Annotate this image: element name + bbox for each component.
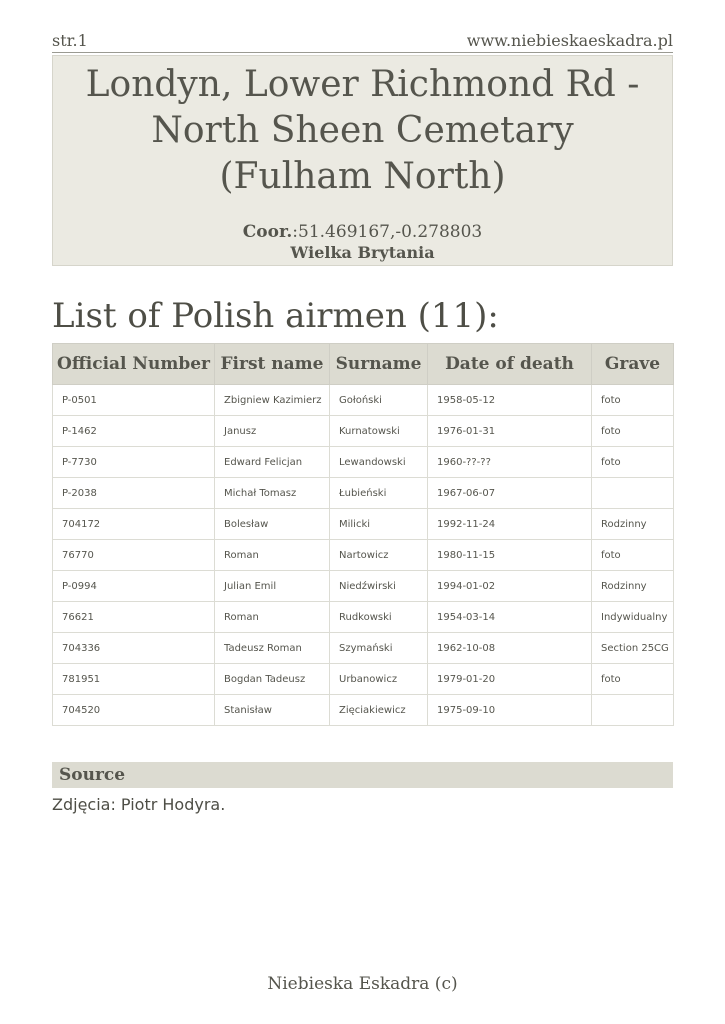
table-cell: 1980-11-15 xyxy=(428,540,592,571)
table-cell: 1994-01-02 xyxy=(428,571,592,602)
table-cell: 1954-03-14 xyxy=(428,602,592,633)
table-cell: Zięciakiewicz xyxy=(330,695,428,726)
table-cell: Julian Emil xyxy=(215,571,330,602)
table-cell: Indywidualny xyxy=(592,602,674,633)
column-header: First name xyxy=(215,344,330,385)
table-cell: foto xyxy=(592,540,674,571)
table-cell: foto xyxy=(592,416,674,447)
coordinates xyxy=(53,222,672,242)
table-cell: Michał Tomasz xyxy=(215,478,330,509)
table-row xyxy=(53,478,674,509)
table-row xyxy=(53,602,674,633)
cemetery-header xyxy=(52,55,673,266)
table-cell: Lewandowski xyxy=(330,447,428,478)
source-section-bar xyxy=(52,762,673,788)
table-cell: Rodzinny xyxy=(592,509,674,540)
table-cell: Niedźwirski xyxy=(330,571,428,602)
table-cell: P-7730 xyxy=(53,447,215,478)
table-cell: 1967-06-07 xyxy=(428,478,592,509)
table-row xyxy=(53,664,674,695)
table-cell: 76770 xyxy=(53,540,215,571)
table-cell: Roman xyxy=(215,602,330,633)
coordinates-label: Coor. xyxy=(242,222,293,242)
table-cell: Szymański xyxy=(330,633,428,664)
cemetery-title: Londyn, Lower Richmond Rd - North Sheen Cemetary (Fulham North) xyxy=(85,64,640,197)
table-row xyxy=(53,540,674,571)
table-cell: foto xyxy=(592,385,674,416)
table-cell xyxy=(592,695,674,726)
column-header: Official Number xyxy=(53,344,215,385)
source-text: Zdjęcia: Piotr Hodyra. xyxy=(52,795,226,814)
table-cell: Urbanowicz xyxy=(330,664,428,695)
table-cell: foto xyxy=(592,447,674,478)
table-cell: Tadeusz Roman xyxy=(215,633,330,664)
page-number: str.1 xyxy=(52,31,88,50)
table-cell: 1992-11-24 xyxy=(428,509,592,540)
table-cell: Stanisław xyxy=(215,695,330,726)
table-cell: 1960-??-?? xyxy=(428,447,592,478)
table-cell: Bolesław xyxy=(215,509,330,540)
country: Wielka Brytania xyxy=(290,243,435,262)
table-cell: P-2038 xyxy=(53,478,215,509)
table-row xyxy=(53,571,674,602)
table-cell: 1958-05-12 xyxy=(428,385,592,416)
table-cell: Łubieński xyxy=(330,478,428,509)
table-row xyxy=(53,633,674,664)
table-header-row xyxy=(53,344,674,385)
table-row xyxy=(53,416,674,447)
table-cell: 704336 xyxy=(53,633,215,664)
column-header: Surname xyxy=(330,344,428,385)
table-cell: P-0994 xyxy=(53,571,215,602)
table-cell: 1976-01-31 xyxy=(428,416,592,447)
table-row xyxy=(53,385,674,416)
table-cell: 704172 xyxy=(53,509,215,540)
table-cell: P-1462 xyxy=(53,416,215,447)
table-cell: 781951 xyxy=(53,664,215,695)
table-cell: 76621 xyxy=(53,602,215,633)
table-cell xyxy=(592,478,674,509)
table-cell: P-0501 xyxy=(53,385,215,416)
table-row xyxy=(53,509,674,540)
table-cell: Rodzinny xyxy=(592,571,674,602)
page-footer: Niebieska Eskadra (c) xyxy=(267,974,458,994)
table-cell: Janusz xyxy=(215,416,330,447)
airmen-table xyxy=(52,343,674,726)
table-cell: Nartowicz xyxy=(330,540,428,571)
source-heading: Source xyxy=(59,765,126,785)
table-cell: Kurnatowski xyxy=(330,416,428,447)
table-cell: Roman xyxy=(215,540,330,571)
table-row xyxy=(53,695,674,726)
airmen-list-heading: List of Polish airmen (11): xyxy=(52,296,499,336)
table-cell: Zbigniew Kazimierz xyxy=(215,385,330,416)
table-cell: Gołoński xyxy=(330,385,428,416)
table-cell: Section 25CG xyxy=(592,633,674,664)
table-cell: foto xyxy=(592,664,674,695)
table-cell: Edward Felicjan xyxy=(215,447,330,478)
website-url: www.niebieskaeskadra.pl xyxy=(466,31,673,50)
table-cell: Bogdan Tadeusz xyxy=(215,664,330,695)
page-top-bar xyxy=(52,30,673,53)
table-cell: Milicki xyxy=(330,509,428,540)
table-cell: 1975-09-10 xyxy=(428,695,592,726)
table-cell: Rudkowski xyxy=(330,602,428,633)
table-row xyxy=(53,447,674,478)
column-header: Grave xyxy=(592,344,674,385)
table-cell: 704520 xyxy=(53,695,215,726)
table-cell: 1979-01-20 xyxy=(428,664,592,695)
table-cell: 1962-10-08 xyxy=(428,633,592,664)
column-header: Date of death xyxy=(428,344,592,385)
coordinates-value: :51.469167,-0.278803 xyxy=(292,222,483,242)
